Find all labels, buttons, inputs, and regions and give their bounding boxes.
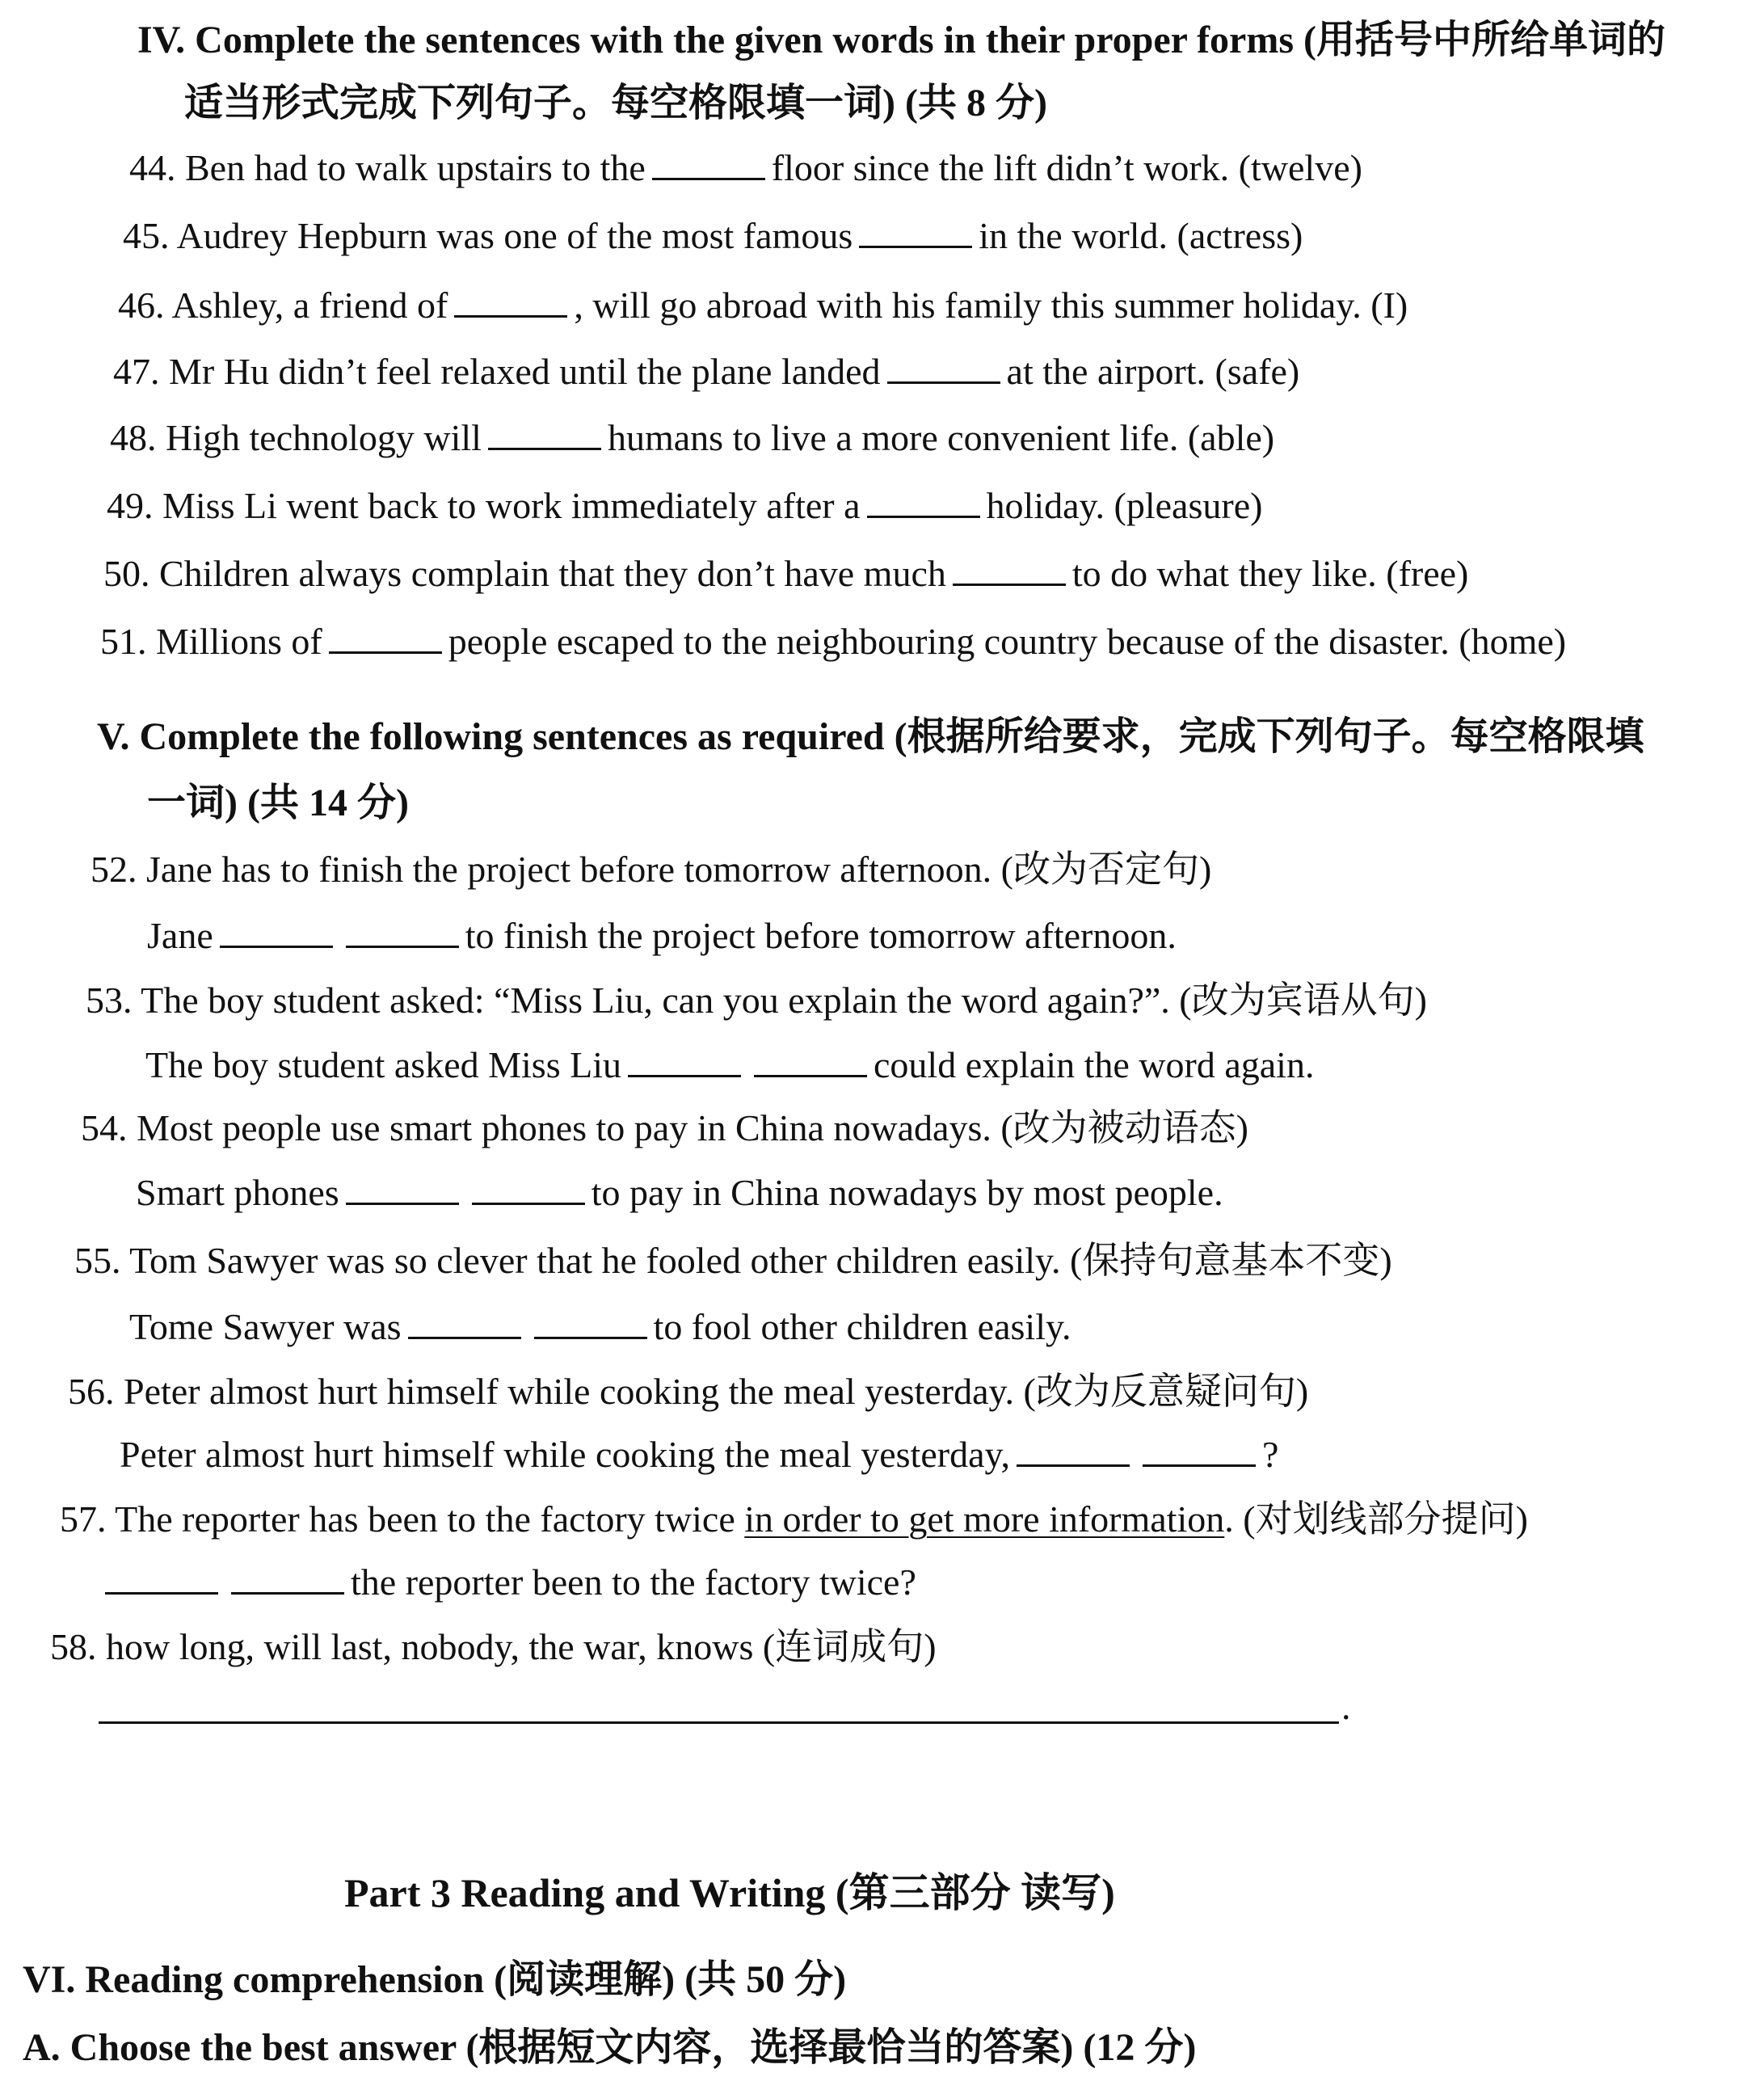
answer-56 (120, 1430, 1278, 1479)
answer-suffix: to fool other children easily. (653, 1306, 1071, 1347)
answer-prefix: Peter almost hurt himself while cooking the meal yesterday, (120, 1434, 1011, 1475)
question-text: 57. The reporter has been to the factory twice (60, 1498, 745, 1540)
question-51 (100, 617, 1566, 666)
answer-suffix: to pay in China nowadays by most people. (591, 1172, 1223, 1213)
question-46 (118, 281, 1408, 330)
answer-blank[interactable] (953, 551, 1066, 586)
question-49 (107, 482, 1262, 530)
answer-blank[interactable] (105, 1560, 218, 1595)
answer-prefix: The boy student asked Miss Liu (145, 1044, 621, 1085)
question-text: to do what they like. (free) (1071, 553, 1469, 594)
section-6-subsection-a: A. Choose the best answer (根据短文内容，选择最恰当的答案) (12 分) (23, 2026, 1197, 2069)
question-text: people escaped to the neighbouring country because of the disaster. (home) (448, 621, 1567, 662)
answer-blank-58[interactable] (99, 1712, 1339, 1724)
underlined-phrase: in order to get more information (744, 1498, 1225, 1540)
question-text: 46. Ashley, a friend of (118, 284, 448, 326)
answer-53 (145, 1041, 1314, 1089)
section-5-title-line1: V. Complete the following sentences as required (根据所给要求，完成下列句子。每空格限填 (97, 715, 1644, 758)
question-text: holiday. (pleasure) (986, 485, 1263, 526)
question-text: , will go abroad with his family this summer holiday. (I) (574, 284, 1408, 326)
question-text: 45. Audrey Hepburn was one of the most famous (123, 215, 853, 256)
answer-prefix: Jane (147, 915, 213, 956)
answer-blank[interactable] (472, 1170, 585, 1205)
part-3-title: Part 3 Reading and Writing (第三部分 读写) (344, 1870, 1115, 1915)
answer-57 (105, 1558, 916, 1607)
question-56: 56. Peter almost hurt himself while cooking the meal yesterday. (改为反意疑问句) (68, 1371, 1309, 1412)
answer-blank[interactable] (867, 483, 980, 518)
question-text: 51. Millions of (100, 621, 322, 662)
answer-blank[interactable] (887, 349, 1000, 384)
answer-suffix: could explain the word again. (874, 1044, 1315, 1085)
section-6-title: VI. Reading comprehension (阅读理解) (共 50 分) (23, 1958, 847, 2001)
answer-blank[interactable] (231, 1560, 344, 1595)
answer-suffix: to finish the project before tomorrow afternoon. (465, 915, 1177, 956)
question-45 (123, 212, 1303, 260)
question-text: 48. High technology will (110, 417, 482, 458)
question-text: 44. Ben had to walk upstairs to the (129, 147, 646, 188)
question-text: 49. Miss Li went back to work immediately after a (107, 485, 861, 526)
question-text: 50. Children always complain that they don’t have much (103, 553, 946, 594)
answer-blank[interactable] (488, 415, 601, 450)
section-4-title-line2: 适当形式完成下列句子。每空格限填一词) (共 8 分) (184, 82, 1047, 124)
question-55: 55. Tom Sawyer was so clever that he fooled other children easily. (保持句意基本不变) (74, 1240, 1392, 1281)
question-57 (60, 1495, 1528, 1544)
question-text: floor since the lift didn’t work. (twelve) (771, 147, 1362, 188)
answer-blank[interactable] (652, 145, 765, 180)
answer-suffix: the reporter been to the factory twice? (351, 1561, 916, 1603)
answer-suffix: ? (1262, 1434, 1279, 1475)
question-text: 47. Mr Hu didn’t feel relaxed until the plane landed (113, 351, 881, 392)
question-text: . (对划线部分提问) (1224, 1498, 1528, 1540)
section-5-title-line2: 一词) (共 14 分) (147, 782, 409, 824)
section-4-title-line1: IV. Complete the sentences with the given words in their proper forms (用括号中所给单词的 (137, 19, 1666, 61)
answer-prefix: Smart phones (136, 1172, 339, 1213)
answer-52 (147, 912, 1177, 960)
answer-blank[interactable] (859, 213, 972, 248)
answer-blank[interactable] (754, 1043, 867, 1077)
answer-blank[interactable] (454, 283, 567, 318)
question-58: 58. how long, will last, nobody, the war, knows (连词成句) (50, 1626, 937, 1667)
period-mark: . (1341, 1686, 1351, 1727)
answer-blank[interactable] (329, 619, 442, 654)
question-text: in the world. (actress) (979, 215, 1303, 256)
question-text: at the airport. (safe) (1006, 351, 1300, 392)
question-47 (113, 348, 1299, 396)
answer-blank[interactable] (1143, 1432, 1256, 1467)
answer-blank[interactable] (1017, 1432, 1130, 1467)
answer-prefix: Tome Sawyer was (129, 1306, 402, 1347)
answer-blank[interactable] (628, 1043, 741, 1077)
question-48 (110, 414, 1274, 462)
answer-blank[interactable] (534, 1304, 647, 1339)
answer-55 (129, 1303, 1071, 1351)
question-53: 53. The boy student asked: “Miss Liu, can you explain the word again?”. (改为宾语从句) (86, 980, 1427, 1021)
question-text: humans to live a more convenient life. (able) (607, 417, 1275, 458)
question-52: 52. Jane has to finish the project before tomorrow afternoon. (改为否定句) (91, 849, 1212, 890)
question-44 (129, 144, 1362, 192)
answer-blank[interactable] (408, 1304, 521, 1339)
question-54: 54. Most people use smart phones to pay in China nowadays. (改为被动语态) (81, 1107, 1248, 1148)
answer-blank[interactable] (346, 1170, 459, 1205)
answer-54 (136, 1169, 1223, 1217)
answer-blank[interactable] (220, 913, 333, 948)
question-50 (103, 550, 1468, 598)
answer-blank[interactable] (346, 913, 459, 948)
